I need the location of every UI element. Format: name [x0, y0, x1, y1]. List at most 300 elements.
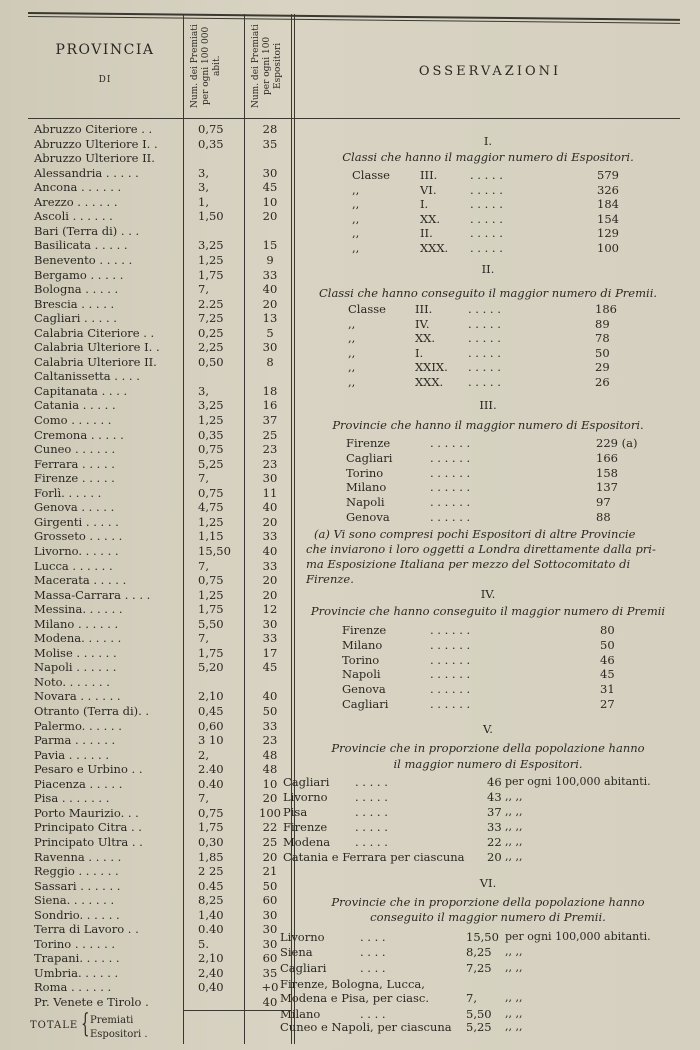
province-name: Ravenna . . . . .: [34, 849, 122, 864]
province-label: Cagliari: [342, 697, 389, 711]
premiati-per-abitanti: 15,50: [198, 543, 231, 558]
premiati-per-espositori: 25: [262, 427, 278, 442]
premiati-per-abitanti: 0,30: [198, 834, 224, 849]
value: 229 (a): [596, 436, 638, 450]
table-row: [0, 282, 290, 296]
province-name: Bergamo . . . . .: [34, 267, 124, 282]
footnote-line: Firenze.: [306, 572, 354, 586]
province-name: Pesaro e Urbino . .: [34, 762, 143, 777]
premiati-per-espositori: 48: [262, 747, 278, 762]
leader-dots: . . . . .: [470, 240, 503, 255]
province-name: Otranto (Terra di). .: [34, 704, 150, 718]
premiati-per-espositori: 30: [262, 922, 278, 937]
province-name: Calabria Ulteriore I. .: [34, 340, 160, 355]
leader-dots: . . . . . .: [430, 637, 471, 652]
premiati-per-abitanti: 1,25: [198, 514, 224, 529]
class-number: III.: [420, 168, 438, 182]
province-name: Abruzzo Ulteriore II.: [34, 151, 155, 166]
province-name: Modena. . . . . .: [34, 631, 122, 646]
table-row: [0, 471, 290, 485]
table-row: [0, 180, 290, 194]
premiati-per-espositori: 33: [262, 558, 278, 573]
table-row: [0, 195, 290, 209]
province-label: Cagliari: [346, 450, 393, 465]
value: 37: [487, 805, 502, 819]
premiati-per-abitanti: 0,60: [198, 718, 224, 733]
premiati-per-abitanti: 2,10: [198, 951, 224, 966]
province-name: Ancona . . . . . .: [34, 180, 122, 195]
table-row: [0, 602, 290, 616]
class-label: ,,: [348, 331, 356, 345]
premiati-per-espositori: 60: [262, 951, 278, 966]
table-row: [0, 151, 290, 165]
premiati-per-espositori: 48: [262, 762, 278, 777]
province-name: Catania . . . . .: [34, 398, 116, 413]
premiati-per-abitanti: 1,25: [198, 587, 224, 602]
unit: ,, ,,: [505, 961, 523, 974]
header-provincia: PROVINCIA: [55, 42, 155, 58]
section-number: I.: [483, 134, 493, 148]
premiati-per-espositori: 23: [262, 733, 278, 748]
class-label: ,,: [348, 316, 356, 331]
premiati-per-abitanti: 0,50: [198, 354, 224, 369]
table-row: [0, 748, 290, 762]
premiati-per-abitanti: 2,: [198, 747, 209, 762]
province-name: Grosseto . . . . .: [34, 529, 123, 544]
table-row: [0, 457, 290, 471]
class-label: Classe: [352, 168, 390, 182]
province-label: Milano: [280, 1007, 321, 1021]
table-row: [0, 922, 290, 936]
value: 166: [596, 450, 618, 465]
premiati-per-abitanti: 7,: [198, 631, 209, 646]
premiati-per-espositori: 11: [262, 485, 278, 500]
table-row: [0, 428, 290, 442]
value: 50: [600, 637, 615, 652]
leader-dots: . . . . . .: [430, 465, 471, 480]
premiati-per-espositori: 17: [262, 645, 278, 660]
province-name: Ferrara . . . . .: [34, 456, 115, 471]
table-row: [0, 733, 290, 747]
class-label: ,,: [352, 197, 360, 211]
class-number: III.: [415, 302, 433, 316]
premiati-per-espositori: 20: [262, 849, 278, 864]
premiati-per-abitanti: 3,: [198, 180, 209, 195]
class-number: VI.: [420, 182, 437, 197]
table-row: [0, 675, 290, 689]
value: 129: [597, 226, 619, 240]
premiati-per-abitanti: 7,: [198, 558, 209, 573]
province-name: Parma . . . . . .: [34, 733, 116, 748]
footnote-line: (a) Vi sono compresi pochi Espositori di altre Provincie: [314, 527, 636, 541]
province-name: Torino . . . . . .: [34, 936, 116, 951]
totals-brace: {: [81, 1009, 90, 1039]
premiati-per-espositori: 45: [262, 180, 278, 195]
value: 29: [595, 360, 610, 374]
value: 186: [595, 302, 617, 316]
class-label: ,,: [352, 211, 360, 226]
leader-dots: . . . .: [360, 961, 386, 975]
value: 7,: [466, 991, 477, 1005]
province-name: Principato Citra . .: [34, 820, 142, 835]
leader-dots: . . . . .: [355, 835, 388, 849]
premiati-per-espositori: 40: [262, 543, 278, 558]
province-name: Abruzzo Ulteriore I. .: [34, 136, 158, 151]
leader-dots: . . . . .: [468, 316, 501, 331]
section-number: VI.: [479, 876, 497, 890]
premiati-per-espositori: 30: [262, 616, 278, 631]
table-row: [0, 646, 290, 660]
section-number: III.: [479, 398, 497, 412]
table-row: [0, 995, 290, 1009]
province-name: Brescia . . . . .: [34, 296, 115, 311]
premiati-per-espositori: 40: [262, 282, 278, 297]
leader-dots: . . . . . .: [430, 450, 471, 465]
province-name: Arezzo . . . . . .: [34, 194, 118, 209]
province-name: Molise . . . . . .: [34, 645, 117, 660]
totals-label: TOTALE: [30, 1020, 79, 1031]
province-label: Torino: [346, 465, 384, 480]
table-row: [0, 122, 290, 136]
table-row: [0, 951, 290, 965]
premiati-per-abitanti: 7,: [198, 791, 209, 806]
unit: ,, ,,: [505, 850, 523, 863]
premiati-per-abitanti: 0.45: [198, 878, 224, 893]
value: 33: [487, 820, 502, 834]
section-number: II.: [481, 262, 495, 276]
province-name: Massa-Carrara . . . .: [34, 587, 151, 602]
premiati-per-espositori: 9: [266, 252, 274, 267]
premiati-per-espositori: 21: [262, 864, 278, 879]
province-label: Cagliari: [283, 775, 330, 789]
totals-rule: [184, 1010, 291, 1011]
premiati-per-espositori: 28: [262, 122, 278, 136]
province-label: Modena e Pisa, per ciasc.: [280, 991, 430, 1005]
class-label: ,,: [348, 374, 356, 389]
table-row: [0, 631, 290, 645]
premiati-per-espositori: 50: [262, 878, 278, 893]
class-label: Classe: [348, 302, 386, 316]
leader-dots: . . . . .: [468, 331, 501, 345]
province-name: Sassari . . . . . .: [34, 878, 121, 893]
province-name: Messina. . . . . .: [34, 602, 123, 617]
premiati-per-espositori: 30: [262, 471, 278, 486]
premiati-per-abitanti: 1,25: [198, 413, 224, 427]
province-name: Trapani. . . . . .: [34, 951, 120, 966]
totals-espositori: Espositori .: [90, 1029, 148, 1040]
value: 78: [595, 331, 610, 345]
province-name: Calabria Citeriore . .: [34, 325, 155, 340]
leader-dots: . . . . .: [468, 360, 501, 374]
class-label: ,,: [348, 360, 356, 374]
header-osservazioni: OSSERVAZIONI: [418, 64, 562, 79]
province-name: Sondrio. . . . . .: [34, 907, 120, 922]
province-name: Cuneo . . . . . .: [34, 442, 116, 457]
table-row: [0, 442, 290, 456]
premiati-per-abitanti: 0,75: [198, 485, 224, 500]
premiati-per-espositori: 35: [262, 136, 278, 151]
value: 43: [487, 790, 502, 804]
table-row: [0, 268, 290, 282]
leader-dots: . . . .: [360, 930, 386, 944]
class-number: II.: [420, 226, 433, 240]
premiati-per-abitanti: 3,: [198, 383, 209, 398]
table-row: [0, 893, 290, 907]
premiati-per-espositori: 33: [262, 631, 278, 646]
leader-dots: . . . . .: [355, 775, 388, 789]
province-label: Torino: [342, 652, 380, 667]
premiati-per-espositori: 20: [262, 209, 278, 224]
table-row: [0, 820, 290, 834]
leader-dots: . . . .: [360, 945, 386, 959]
province-name: Terra di Lavoro . .: [34, 922, 139, 937]
footnote-line: che inviarono i loro oggetti a Londra direttamente dalla pri-: [306, 542, 656, 556]
unit: ,, ,,: [505, 1007, 523, 1020]
province-name: Bologna . . . . .: [34, 282, 119, 297]
value: 5,25: [466, 1020, 492, 1034]
value: 26: [595, 374, 610, 389]
premiati-per-abitanti: 1,75: [198, 267, 224, 282]
table-row: [0, 384, 290, 398]
unit: ,, ,,: [505, 790, 523, 803]
premiati-per-espositori: 33: [262, 718, 278, 733]
province-name: Lucca . . . . . .: [34, 558, 113, 573]
province-label: Pisa: [283, 805, 308, 819]
province-name: Roma . . . . . .: [34, 980, 112, 995]
province-name: Reggio . . . . . .: [34, 864, 119, 879]
footnote-line: ma Esposizione Italiana per mezzo del Sottocomitato di: [306, 557, 631, 571]
premiati-per-abitanti: 2.40: [198, 762, 224, 777]
province-label: Siena: [280, 945, 313, 959]
province-name: Firenze . . . . .: [34, 471, 115, 486]
province-name: Palermo. . . . . .: [34, 718, 122, 733]
premiati-per-abitanti: 2.25: [198, 296, 224, 311]
premiati-per-abitanti: 5.: [198, 936, 209, 951]
premiati-per-abitanti: 1,25: [198, 252, 224, 267]
premiati-per-abitanti: 1,75: [198, 645, 224, 660]
leader-dots: . . . . .: [470, 211, 503, 226]
premiati-per-abitanti: 0,75: [198, 805, 224, 820]
premiati-per-abitanti: 4,75: [198, 500, 224, 515]
province-name: Noto. . . . . . .: [34, 674, 110, 689]
class-label: ,,: [352, 182, 360, 197]
premiati-per-espositori: 8: [266, 354, 274, 369]
header-di: DI: [98, 75, 112, 85]
premiati-per-espositori: 23: [262, 442, 278, 457]
class-number: I.: [420, 197, 429, 211]
premiati-per-abitanti: 5,50: [198, 616, 224, 631]
table-row: [0, 486, 290, 500]
value: 158: [596, 465, 618, 480]
province-name: Alessandria . . . . .: [34, 165, 139, 180]
premiati-per-espositori: 16: [262, 398, 278, 413]
table-row: [0, 719, 290, 733]
province-label: Firenze, Bologna, Lucca,: [280, 977, 425, 991]
province-name: Caltanissetta . . . .: [34, 369, 140, 384]
value: 579: [597, 168, 619, 182]
premiati-per-abitanti: 7,25: [198, 311, 224, 326]
premiati-per-espositori: 45: [262, 660, 278, 675]
province-name: Como . . . . . .: [34, 413, 112, 427]
table-row: [0, 297, 290, 311]
province-label: Catania e Ferrara per ciascuna: [283, 850, 465, 864]
premiati-per-espositori: 25: [262, 834, 278, 849]
province-name: Pisa . . . . . . .: [34, 791, 110, 806]
leader-dots: . . . . .: [470, 168, 503, 182]
class-number: XXX.: [420, 240, 449, 255]
leader-dots: . . . .: [360, 1007, 386, 1021]
unit: ,, ,,: [505, 820, 523, 833]
premiati-per-abitanti: 0,75: [198, 573, 224, 588]
premiati-per-espositori: 10: [262, 194, 278, 209]
premiati-per-espositori: 13: [262, 311, 278, 326]
premiati-per-espositori: 20: [262, 514, 278, 529]
table-row: [0, 253, 290, 267]
value: 80: [600, 623, 615, 637]
section-title: il maggior numero di Espositori.: [393, 757, 583, 771]
table-row: [0, 879, 290, 893]
table-row: [0, 937, 290, 951]
table-row: [0, 238, 290, 252]
table-row: [0, 835, 290, 849]
col-divider-3: [291, 14, 292, 1044]
totals-premiati: Premiati: [90, 1015, 134, 1026]
value: 89: [595, 316, 610, 331]
premiati-per-abitanti: 0,35: [198, 427, 224, 442]
premiati-per-abitanti: 3,25: [198, 238, 224, 253]
province-label: Genova: [342, 682, 386, 697]
unit: ,, ,,: [505, 991, 523, 1004]
leader-dots: . . . . .: [468, 345, 501, 360]
premiati-per-abitanti: 1,50: [198, 209, 224, 224]
premiati-per-abitanti: 1,40: [198, 907, 224, 922]
leader-dots: . . . . .: [355, 790, 388, 804]
premiati-per-abitanti: 0,75: [198, 122, 224, 136]
table-row: [0, 529, 290, 543]
leader-dots: . . . . . .: [430, 436, 471, 450]
value: 326: [597, 182, 619, 197]
premiati-per-abitanti: 5,20: [198, 660, 224, 675]
value: 46: [600, 652, 615, 667]
province-label: Livorno: [280, 930, 325, 944]
premiati-per-espositori: 40: [262, 995, 278, 1009]
value: 45: [600, 667, 615, 682]
province-label: Napoli: [346, 495, 385, 510]
province-name: Pr. Venete e Tirolo .: [34, 995, 149, 1009]
premiati-per-abitanti: 0,40: [198, 980, 224, 995]
section-title: Classi che hanno il maggior numero di Espositori.: [342, 150, 634, 164]
table-row: [0, 559, 290, 573]
province-label: Napoli: [342, 667, 381, 682]
premiati-per-abitanti: 8,25: [198, 893, 224, 908]
premiati-per-abitanti: 0.40: [198, 776, 224, 791]
class-label: ,,: [352, 240, 360, 255]
unit: ,, ,,: [505, 805, 523, 818]
premiati-per-espositori: 30: [262, 340, 278, 355]
class-number: I.: [415, 345, 424, 360]
leader-dots: . . . . .: [355, 805, 388, 819]
premiati-per-abitanti: 3 10: [198, 733, 224, 748]
province-label: Milano: [346, 480, 387, 495]
table-row: [0, 573, 290, 587]
value: 154: [597, 211, 619, 226]
table-row: [0, 224, 290, 238]
province-name: Novara . . . . . .: [34, 689, 121, 704]
table-row: [0, 777, 290, 791]
premiati-per-abitanti: 1,75: [198, 602, 224, 617]
leader-dots: . . . . .: [355, 820, 388, 834]
leader-dots: . . . . .: [470, 182, 503, 197]
province-name: Cagliari . . . . .: [34, 311, 117, 326]
premiati-per-abitanti: 2,10: [198, 689, 224, 704]
table-row: [0, 966, 290, 980]
premiati-per-espositori: 100: [259, 805, 281, 820]
leader-dots: . . . . . .: [430, 510, 471, 524]
premiati-per-abitanti: 3,: [198, 165, 209, 180]
province-name: Capitanata . . . .: [34, 383, 128, 398]
table-row: [0, 515, 290, 529]
province-label: Firenze: [283, 820, 328, 834]
unit: ,, ,,: [505, 1020, 523, 1033]
premiati-per-abitanti: 0,25: [198, 325, 224, 340]
table-row: [0, 689, 290, 703]
province-name: Girgenti . . . . .: [34, 514, 119, 529]
premiati-per-abitanti: 0.40: [198, 922, 224, 937]
table-row: [0, 311, 290, 325]
leader-dots: . . . . . .: [430, 667, 471, 682]
section-title: Provincie che hanno il maggior numero di Espositori.: [332, 418, 644, 432]
province-name: Abruzzo Citeriore . .: [34, 122, 153, 136]
table-row: [0, 166, 290, 180]
table-row: [0, 864, 290, 878]
province-label: Firenze: [342, 623, 387, 637]
leader-dots: . . . . . .: [430, 652, 471, 667]
table-row: [0, 617, 290, 631]
class-label: ,,: [348, 345, 356, 360]
province-label: Firenze: [346, 436, 391, 450]
leader-dots: . . . . .: [468, 374, 501, 389]
table-row: [0, 850, 290, 864]
leader-dots: . . . . .: [470, 226, 503, 240]
class-number: IV.: [415, 316, 430, 331]
section-title: Provincie che in proporzione della popolazione hanno: [331, 741, 645, 755]
table-row: [0, 660, 290, 674]
leader-dots: . . . . . .: [430, 697, 471, 711]
header-col1: Num. dei Premiati per ogni 100 000 abit.: [190, 24, 222, 108]
premiati-per-espositori: 30: [262, 165, 278, 180]
premiati-per-abitanti: 1,85: [198, 849, 224, 864]
province-label: Modena: [283, 835, 331, 849]
class-label: ,,: [352, 226, 360, 240]
table-row: [0, 413, 290, 427]
province-label: Livorno: [283, 790, 328, 804]
value: 27: [600, 697, 615, 711]
premiati-per-abitanti: 0,35: [198, 136, 224, 151]
premiati-per-espositori: 50: [262, 704, 278, 718]
leader-dots: . . . . .: [468, 302, 501, 316]
province-name: Forlì. . . . . .: [34, 485, 102, 500]
premiati-per-abitanti: 2,25: [198, 340, 224, 355]
premiati-per-espositori: 22: [262, 820, 278, 835]
header-rule: [28, 118, 680, 119]
value: 137: [596, 480, 618, 495]
value: 31: [600, 682, 615, 697]
premiati-per-abitanti: 5,25: [198, 456, 224, 471]
section-title: conseguito il maggior numero di Premii.: [370, 910, 606, 924]
premiati-per-abitanti: 7,: [198, 471, 209, 486]
value: 184: [597, 197, 619, 211]
province-name: Bari (Terra di) . . .: [34, 223, 140, 238]
